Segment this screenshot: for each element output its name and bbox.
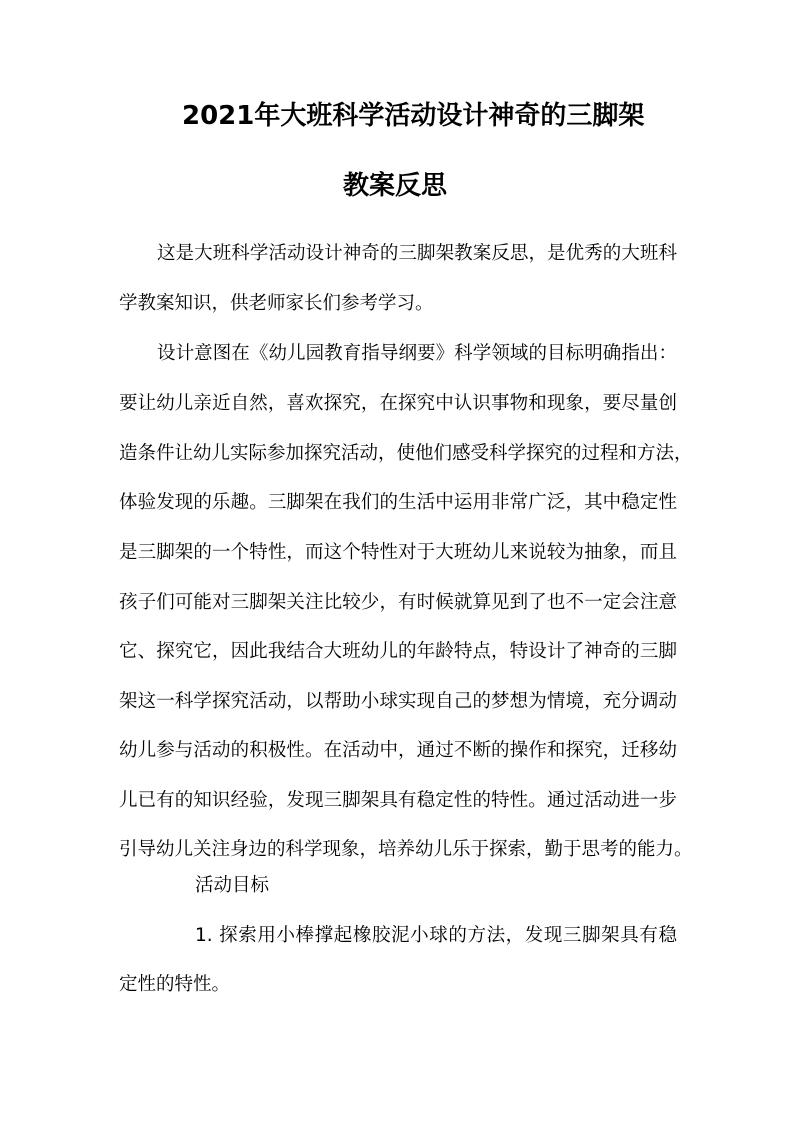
- design-intent-line: 造条件让幼儿实际参加探究活动，使他们感受科学探究的过程和方法，: [119, 443, 693, 464]
- design-intent-line: 引导幼儿关注身边的科学现象，培养幼儿乐于探索，勤于思考的能力。: [119, 839, 693, 860]
- document-title-line-1: 2021年大班科学活动设计神奇的三脚架: [182, 101, 645, 131]
- goal-item-1-line-1: 1. 探索用小棒撑起橡胶泥小球的方法，发现三脚架具有稳: [195, 925, 677, 946]
- design-intent-line: 设计意图在《幼儿园教育指导纲要》科学领域的目标明确指出：: [157, 343, 677, 364]
- goal-item-1-line-2: 定性的特性。: [119, 974, 231, 995]
- section-heading-goals: 活动目标: [195, 875, 270, 896]
- design-intent-line: 儿已有的知识经验，发现三脚架具有稳定性的特性。通过活动进一步: [119, 790, 677, 811]
- document-title-line-2: 教案反思: [343, 171, 448, 201]
- design-intent-line: 孩子们可能对三脚架关注比较少，有时候就算见到了也不一定会注意: [119, 592, 677, 613]
- design-intent-line: 体验发现的乐趣。三脚架在我们的生活中运用非常广泛，其中稳定性: [119, 492, 677, 513]
- design-intent-line: 要让幼儿亲近自然，喜欢探究，在探究中认识事物和现象，要尽量创: [119, 393, 677, 414]
- design-intent-line: 幼儿参与活动的积极性。在活动中，通过不断的操作和探究，迁移幼: [119, 740, 677, 761]
- intro-line: 学教案知识，供老师家长们参考学习。: [119, 293, 434, 314]
- design-intent-line: 它、探究它，因此我结合大班幼儿的年龄特点，特设计了神奇的三脚: [119, 641, 677, 662]
- intro-line: 这是大班科学活动设计神奇的三脚架教案反思，是优秀的大班科: [157, 243, 677, 264]
- design-intent-line: 是三脚架的一个特性，而这个特性对于大班幼儿来说较为抽象，而且: [119, 542, 677, 563]
- design-intent-line: 架这一科学探究活动，以帮助小球实现自己的梦想为情境，充分调动: [119, 691, 677, 712]
